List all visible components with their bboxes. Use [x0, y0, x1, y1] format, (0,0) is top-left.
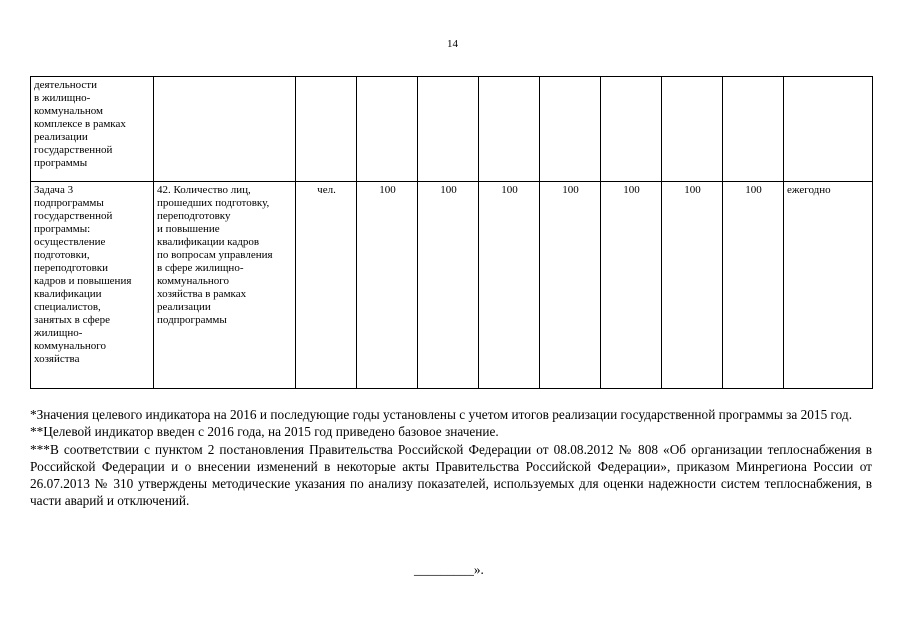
value-cell: 100	[662, 182, 723, 389]
footnote-2: **Целевой индикатор введен с 2016 года, на 2015 год приведено базовое значение.	[30, 424, 499, 440]
indicator-cell: 42. Количество лиц, прошедших подготовку, переподготовку и повышение квалификации кадров по вопросам управления в сфере жилищно- коммунального хозяйства в рамках реализации подпрограммы	[154, 182, 296, 389]
task-cell: Задача 3 подпрограммы государственной программы: осуществление подготовки, переподготовки кадров и повышения квалификации специалистов, занятых в сфере жилищно- коммунального хозяйства	[31, 182, 154, 389]
value-cell	[540, 77, 601, 182]
value-cell	[723, 77, 784, 182]
closing-mark: _________».	[414, 562, 484, 577]
value-cell: 100	[418, 182, 479, 389]
task-cell: деятельности в жилищно- коммунальном комплексе в рамках реализации государственной программы	[31, 77, 154, 182]
frequency-cell: ежегодно	[784, 182, 873, 389]
value-cell	[601, 77, 662, 182]
indicator-cell	[154, 77, 296, 182]
page-number: 14	[447, 38, 458, 50]
value-cell: 100	[723, 182, 784, 389]
value-cell	[662, 77, 723, 182]
footnotes	[30, 406, 872, 510]
unit-cell: чел.	[296, 182, 357, 389]
value-cell	[418, 77, 479, 182]
frequency-cell	[784, 77, 873, 182]
footnote-1: *Значения целевого индикатора на 2016 и последующие годы установлены с учетом итогов реализации государственной программы за 2015 год.	[30, 407, 853, 422]
value-cell: 100	[601, 182, 662, 389]
value-cell	[479, 77, 540, 182]
value-cell	[357, 77, 418, 182]
footnote-3: ***В соответствии с пунктом 2 постановления Правительства Российской Федерации от 08.08.2012 № 808 «Об организации теплоснабжения в Российской Федерации и о внесении изменений в некоторые акты Правительства Российской Федерации», приказом Минрегиона России от 26.07.2013 № 310 утверждены методические указания по анализу показателей, используемых для оценки надежности систем теплоснабжения, в части аварий и отключений.	[30, 441, 872, 509]
table-row	[31, 77, 873, 182]
indicators-table	[30, 76, 873, 389]
unit-cell	[296, 77, 357, 182]
value-cell: 100	[540, 182, 601, 389]
value-cell: 100	[479, 182, 540, 389]
table-row	[31, 182, 873, 389]
value-cell: 100	[357, 182, 418, 389]
